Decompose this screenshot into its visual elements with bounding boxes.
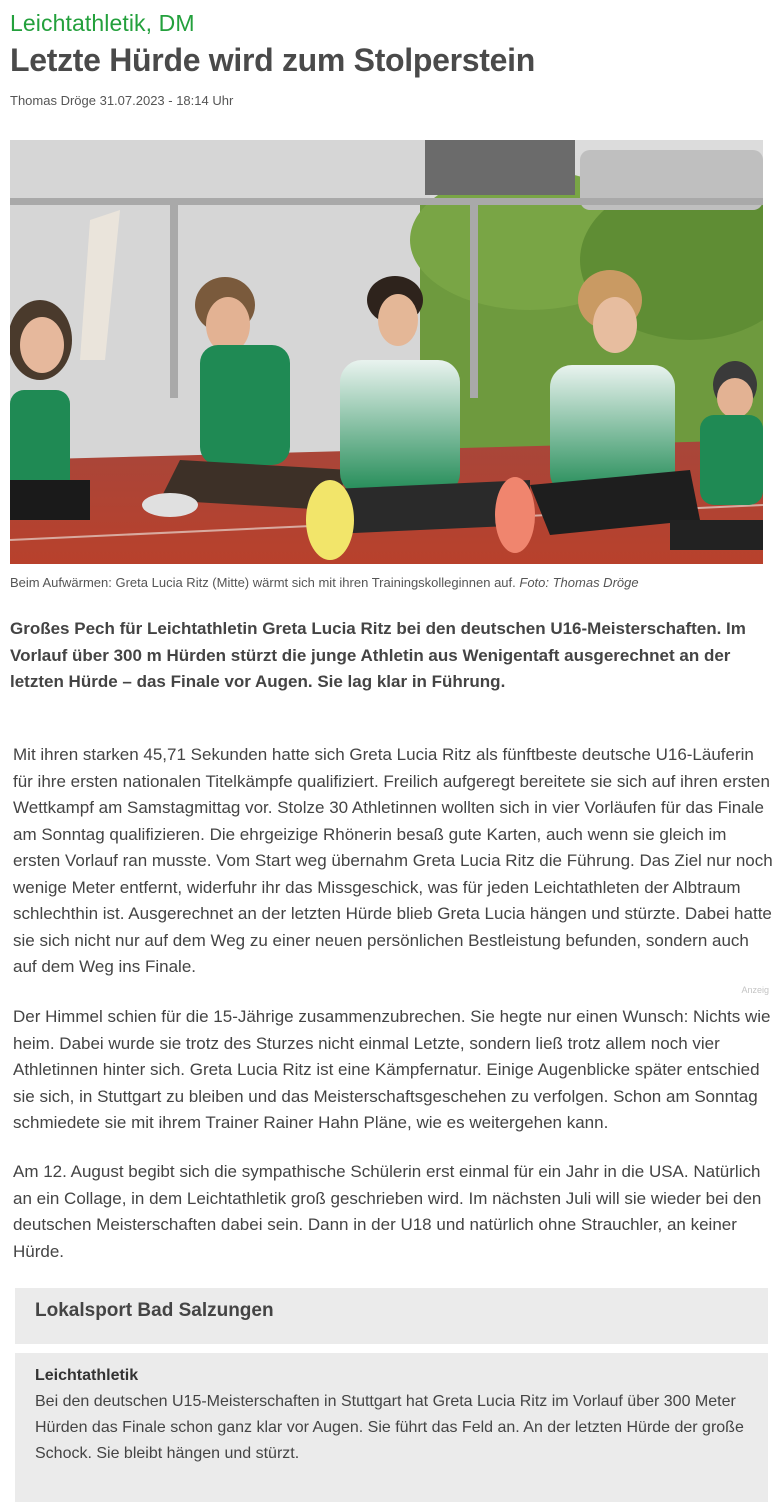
related-article-teaser[interactable] bbox=[15, 1353, 768, 1502]
teaser-text[interactable]: Bei den deutschen U15-Meisterschaften in Stuttgart hat Greta Lucia Ritz im Vorlauf über 300 Meter Hürden das Finale schon ganz klar vor Augen. Sie führt das Feld an. An der letzten Hürde der große Schock. Sie bleibt hängen und stürzt. bbox=[35, 1393, 744, 1462]
photo-credit: Foto: Thomas Dröge bbox=[519, 575, 639, 590]
article-lead: Großes Pech für Leichtathletin Greta Lucia Ritz bei den deutschen U16-Meisterschaften. Im Vorlauf über 300 m Hürden stürzt die junge Athletin aus Wenigentaft ausgerechnet an der letzten Hürde – das Finale vor Augen. Sie lag klar in Führung. bbox=[10, 619, 746, 691]
related-section-header[interactable] bbox=[15, 1288, 768, 1344]
photo-athletes-warming-up bbox=[10, 140, 763, 564]
teaser-title[interactable]: Leichtathletik bbox=[35, 1367, 139, 1384]
article-paragraph: Am 12. August begibt sich die sympathische Schülerin erst einmal für ein Jahr in die USA. Natürlich an ein Collage, in dem Leichtathletik groß geschrieben wird. Im nächsten Juli will sie wieder bei den deutschen Meisterschaften dabei sein. Dann in der U18 und natürlich ohne Strauchler, an keiner Hürde. bbox=[13, 1162, 762, 1261]
article-photo[interactable] bbox=[10, 140, 763, 564]
caption-text: Beim Aufwärmen: Greta Lucia Ritz (Mitte) wärmt sich mit ihren Trainingskolleginnen auf. bbox=[10, 575, 516, 590]
article-kicker[interactable]: Leichtathletik, DM bbox=[10, 10, 195, 36]
article-headline: Letzte Hürde wird zum Stolperstein bbox=[10, 42, 535, 78]
article-paragraph: Der Himmel schien für die 15-Jährige zusammenzubrechen. Sie hegte nur einen Wunsch: Nichts wie heim. Dabei wurde sie trotz des Sturzes nicht einmal Letzte, sondern ließ trotz allem noch vier Athletinnen hinter sich. Greta Lucia Ritz ist eine Kämpfernatur. Einige Augenblicke später entschied sie sich, in Stuttgart zu bleiben und das Meisterschaftsgeschehen zu verfolgen. Schon am Sonntag schmiedete sie mit ihrem Trainer Rainer Hahn Pläne, wie es weitergehen kann. bbox=[13, 1007, 771, 1132]
article-byline: Thomas Dröge 31.07.2023 - 18:14 Uhr bbox=[10, 93, 234, 108]
photo-caption bbox=[10, 575, 639, 590]
article-paragraph: Mit ihren starken 45,71 Sekunden hatte sich Greta Lucia Ritz als fünftbeste deutsche U16-Läuferin für ihre ersten nationalen Titelkämpfe qualifiziert. Freilich aufgeregt bereitete sie sich auf ihren ersten Wettkampf am Samstagmittag vor. Stolze 30 Athletinnen wollten sich in vier Vorläufen für das Finale am Sonntag qualifizieren. Die ehrgeizige Rhönerin besaß gute Karten, auch wenn sie gleich im ersten Vorlauf ran musste. Vom Start weg übernahm Greta Lucia Ritz die Führung. Das Ziel nur noch wenige Meter entfernt, widerfuhr ihr das Missgeschick, was für jeden Leichtathleten der Albtraum schlechthin ist. Ausgerechnet an der letzten Hürde blieb Greta Lucia hängen und stürzte. Dabei hatte sie sich nicht nur auf dem Weg zu einer neuen persönlichen Bestleistung befunden, sondern auch auf dem Weg ins Finale. bbox=[13, 745, 773, 976]
ad-label: Anzeig bbox=[741, 985, 769, 995]
related-section-title[interactable]: Lokalsport Bad Salzungen bbox=[35, 1300, 274, 1321]
